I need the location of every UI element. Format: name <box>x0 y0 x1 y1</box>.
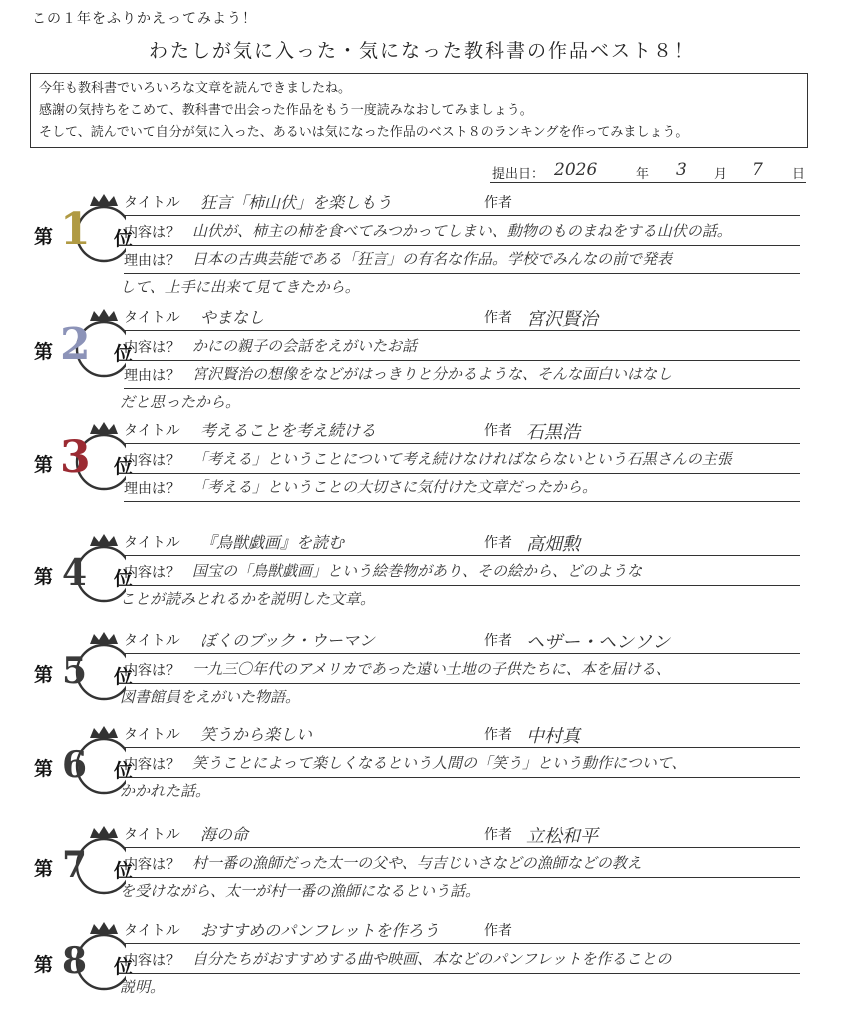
rank-number: 8 <box>62 940 88 982</box>
content-value: 村一番の漁師だった太一の父や、与吉じいさなどの漁師などの教え <box>192 854 642 872</box>
ranking-item <box>0 418 844 528</box>
crown-icon <box>90 422 118 434</box>
title-value: ぼくのブック・ウーマン <box>200 631 375 650</box>
date-day-unit: 日 <box>792 167 806 182</box>
content-row <box>124 448 804 472</box>
content-row <box>124 752 804 776</box>
content-underline <box>124 473 800 474</box>
rank-prefix: 第 <box>34 858 54 880</box>
author-label: 作者 <box>484 535 512 551</box>
content-value: 国宝の「鳥獣戯画」という絵巻物があり、その絵から、どのような <box>192 562 643 580</box>
crown-icon <box>90 826 118 838</box>
rank-number: 3 <box>60 432 91 483</box>
intro-line: そして、読んでいて自分が気に入った、あるいは気になった作品のベスト８のランキングを作ってみましょう。 <box>39 125 689 140</box>
content-value: 「考える」ということについて考え続けなければならないという石黒さんの主張 <box>192 450 732 468</box>
title-underline <box>124 847 800 848</box>
title-underline <box>124 443 800 444</box>
ranking-item <box>0 530 844 640</box>
content-value: 一九三〇年代のアメリカであった遠い土地の子供たちに、本を届ける、 <box>192 660 671 678</box>
ranking-item <box>0 190 844 300</box>
content-underline <box>124 360 800 361</box>
rank-prefix: 第 <box>34 954 54 976</box>
content-underline <box>124 973 800 974</box>
title-underline <box>124 943 800 944</box>
content-underline <box>124 777 800 778</box>
reason-row <box>124 363 804 387</box>
title-row <box>124 628 804 652</box>
header-subtitle: この１年をふりかえってみよう！ <box>32 11 257 27</box>
ranking-item <box>0 722 844 832</box>
content-underline <box>124 877 800 878</box>
title-label: タイトル <box>124 423 180 439</box>
author-value: 石黒浩 <box>526 422 580 443</box>
date-day: 7 <box>752 160 763 180</box>
content-value: 山伏が、柿主の柿を食べてみつかってしまい、動物のものまねをする山伏の話。 <box>192 222 732 240</box>
author-value: ヘザー・ヘンソン <box>526 632 670 653</box>
rank-suffix: 位 <box>114 456 134 478</box>
title-value: やまなし <box>200 308 265 327</box>
content-label: 内容は？ <box>124 340 180 356</box>
rank-suffix: 位 <box>114 568 134 590</box>
title-row <box>124 190 804 214</box>
content-row <box>124 560 804 584</box>
rank-number: 1 <box>60 204 91 255</box>
content-continued: ことが読みとれるかを説明した文章。 <box>120 590 376 608</box>
crown-icon <box>90 632 118 644</box>
title-label: タイトル <box>124 633 180 649</box>
rank-prefix: 第 <box>34 566 54 588</box>
content-label: 内容は？ <box>124 953 180 969</box>
rank-number: 7 <box>62 844 88 886</box>
ranking-item <box>0 305 844 415</box>
crown-icon <box>90 534 118 546</box>
rank-prefix: 第 <box>34 758 54 780</box>
author-label: 作者 <box>484 633 512 649</box>
title-row <box>124 722 804 746</box>
author-label: 作者 <box>484 195 512 211</box>
reason-continued: して、上手に出来て見てきたから。 <box>120 278 360 296</box>
rank-number: 2 <box>60 319 91 370</box>
title-row <box>124 305 804 329</box>
title-label: タイトル <box>124 727 180 743</box>
rank-suffix: 位 <box>114 343 134 365</box>
crown-icon <box>90 309 118 321</box>
content-value: かにの親子の会話をえがいたお話 <box>192 337 418 355</box>
author-value: 高畑勲 <box>526 534 580 555</box>
content-row <box>124 948 804 972</box>
content-row <box>124 335 804 359</box>
intro-line: 今年も教科書でいろいろな文章を読んできましたね。 <box>39 81 352 96</box>
page-title: わたしが気に入った・気になった教科書の作品ベスト８！ <box>148 40 695 62</box>
content-continued: かかれた話。 <box>120 782 211 800</box>
reason-underline <box>124 388 800 389</box>
content-row <box>124 852 804 876</box>
author-label: 作者 <box>484 310 512 326</box>
title-value: おすすめのパンフレットを作ろう <box>200 921 440 940</box>
title-label: タイトル <box>124 195 180 211</box>
author-label: 作者 <box>484 923 512 939</box>
title-row <box>124 418 804 442</box>
content-continued: 説明。 <box>120 978 166 996</box>
title-underline <box>124 330 800 331</box>
author-value: 宮沢賢治 <box>526 309 598 330</box>
title-value: 『鳥獣戯画』を読む <box>200 533 345 552</box>
reason-row <box>124 476 804 500</box>
rank-suffix: 位 <box>114 666 134 688</box>
reason-label: 理由は？ <box>124 481 180 497</box>
content-label: 内容は？ <box>124 857 180 873</box>
title-label: タイトル <box>124 535 180 551</box>
crown-icon <box>90 922 118 934</box>
rank-badge <box>30 426 134 486</box>
rank-prefix: 第 <box>34 454 54 476</box>
title-value: 狂言「柿山伏」を楽しもう <box>200 193 393 212</box>
rank-prefix: 第 <box>34 226 54 248</box>
author-label: 作者 <box>484 423 512 439</box>
rank-number: 5 <box>62 650 88 692</box>
crown-icon <box>90 194 118 206</box>
content-underline <box>124 245 800 246</box>
title-row <box>124 530 804 554</box>
rank-badge <box>30 830 134 890</box>
crown-icon <box>90 726 118 738</box>
reason-continued: だと思ったから。 <box>120 393 241 411</box>
reason-value: 日本の古典芸能である「狂言」の有名な作品。学校でみんなの前で発表 <box>192 250 673 268</box>
reason-underline <box>124 501 800 502</box>
title-underline <box>124 747 800 748</box>
author-value: 立松和平 <box>526 826 598 847</box>
title-label: タイトル <box>124 923 180 939</box>
reason-value: 「考える」ということの大切さに気付けた文章だったから。 <box>192 478 598 496</box>
content-underline <box>124 585 800 586</box>
submission-date <box>490 160 810 184</box>
content-value: 自分たちがおすすめする曲や映画、本などのパンフレットを作ることの <box>192 950 672 968</box>
content-label: 内容は？ <box>124 453 180 469</box>
ranking-item <box>0 918 844 1028</box>
content-label: 内容は？ <box>124 663 180 679</box>
title-underline <box>124 555 800 556</box>
date-underline <box>490 182 806 183</box>
rank-badge <box>30 926 134 986</box>
title-row <box>124 822 804 846</box>
reason-row <box>124 248 804 272</box>
date-year: 2026 <box>554 160 598 180</box>
rank-badge <box>30 198 134 258</box>
title-value: 考えることを考え続ける <box>200 421 377 440</box>
rank-badge <box>30 730 134 790</box>
content-row <box>124 220 804 244</box>
content-continued: を受けながら、太一が村一番の漁師になるという話。 <box>120 882 481 900</box>
content-label: 内容は？ <box>124 565 180 581</box>
rank-suffix: 位 <box>114 228 134 250</box>
author-value: 中村真 <box>526 726 580 747</box>
reason-underline <box>124 273 800 274</box>
reason-label: 理由は？ <box>124 368 180 384</box>
title-underline <box>124 215 800 216</box>
rank-suffix: 位 <box>114 956 134 978</box>
content-underline <box>124 683 800 684</box>
title-value: 海の命 <box>200 825 249 844</box>
ranking-item <box>0 822 844 932</box>
date-month-unit: 月 <box>714 167 728 182</box>
rank-suffix: 位 <box>114 860 134 882</box>
title-row <box>124 918 804 942</box>
intro-box <box>30 73 808 148</box>
title-underline <box>124 653 800 654</box>
content-continued: 図書館員をえがいた物語。 <box>120 688 301 706</box>
author-label: 作者 <box>484 827 512 843</box>
reason-label: 理由は？ <box>124 253 180 269</box>
reason-value: 宮沢賢治の想像をなどがはっきりと分かるような、そんな面白いはなし <box>192 365 673 383</box>
date-month: 3 <box>676 160 687 180</box>
author-label: 作者 <box>484 727 512 743</box>
rank-number: 6 <box>62 744 88 786</box>
rank-prefix: 第 <box>34 664 54 686</box>
date-year-unit: 年 <box>636 167 650 182</box>
content-row <box>124 658 804 682</box>
date-label: 提出日： <box>492 167 545 182</box>
title-label: タイトル <box>124 310 180 326</box>
rank-badge <box>30 313 134 373</box>
title-value: 笑うから楽しい <box>200 725 313 744</box>
rank-badge <box>30 538 134 598</box>
rank-badge <box>30 636 134 696</box>
rank-suffix: 位 <box>114 760 134 782</box>
content-value: 笑うことによって楽しくなるという人間の「笑う」という動作について、 <box>192 754 687 772</box>
title-label: タイトル <box>124 827 180 843</box>
content-label: 内容は？ <box>124 225 180 241</box>
intro-line: 感謝の気持ちをこめて、教科書で出会った作品をもう一度読みなおしてみましょう。 <box>39 103 533 118</box>
content-label: 内容は？ <box>124 757 180 773</box>
rank-prefix: 第 <box>34 341 54 363</box>
rank-number: 4 <box>62 552 88 594</box>
